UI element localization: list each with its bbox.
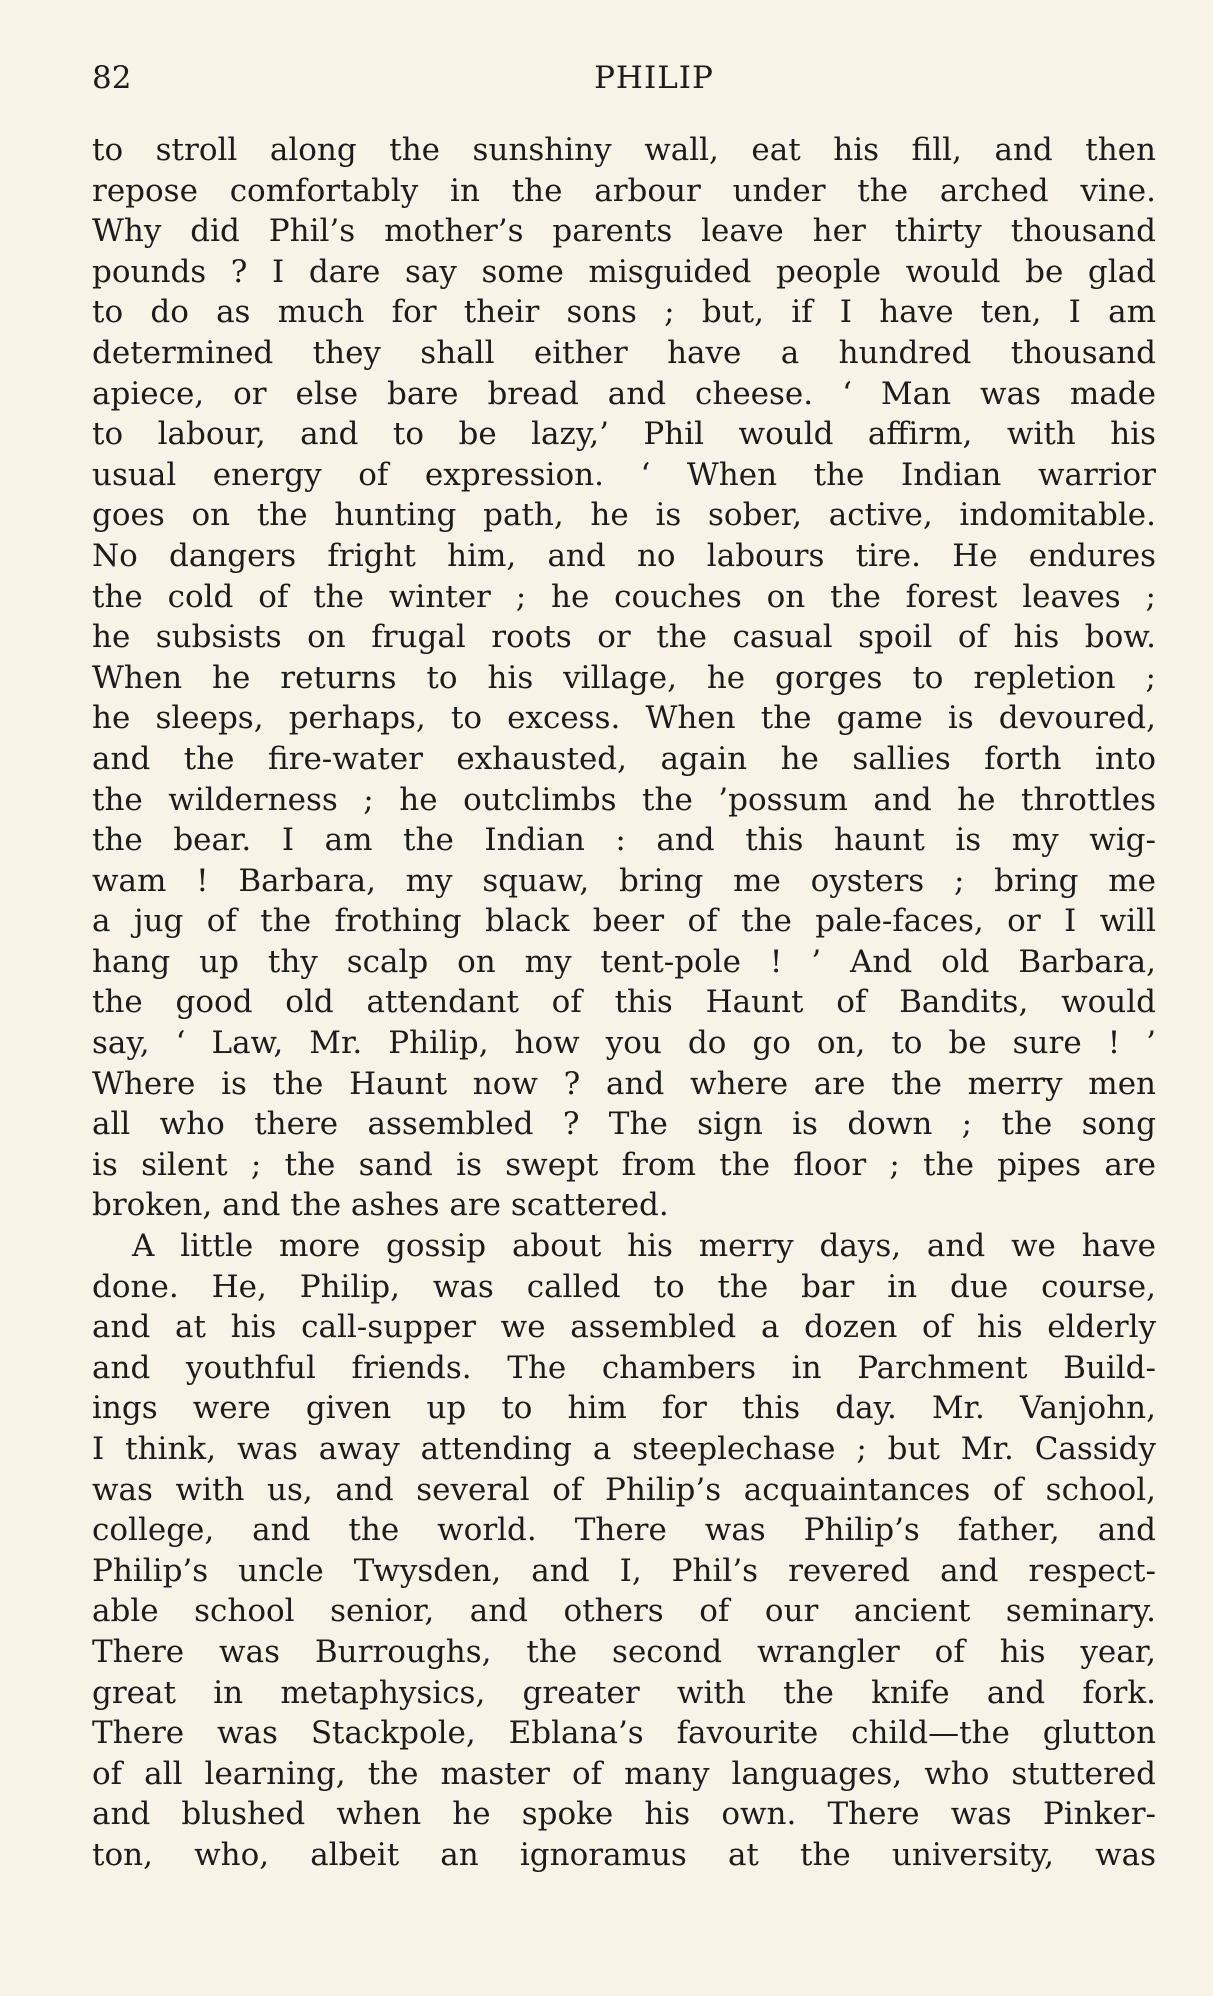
text-line: ton, who, albeit an ignoramus at the university, was	[92, 1836, 1156, 1873]
page-number: 82	[92, 60, 132, 96]
text-line: wam ! Barbara, my squaw, bring me oysters ; bring me	[92, 862, 1156, 899]
text-line: a jug of the frothing black beer of the pale-faces, or I will	[92, 903, 1156, 940]
page-header	[92, 56, 1156, 100]
text-line: college, and the world. There was Philip’s father, and	[92, 1512, 1156, 1549]
text-line: repose comfortably in the arbour under the arched vine.	[92, 172, 1156, 209]
text-line: When he returns to his village, he gorges to repletion ;	[92, 659, 1156, 696]
text-line: There was Burroughs, the second wrangler of his year,	[92, 1633, 1156, 1670]
text-line: the cold of the winter ; he couches on the forest leaves ;	[92, 578, 1156, 615]
text-line: Philip’s uncle Twysden, and I, Phil’s revered and respect-	[92, 1552, 1156, 1589]
text-line: he sleeps, perhaps, to excess. When the game is devoured,	[92, 700, 1156, 737]
text-line: There was Stackpole, Eblana’s favourite child—the glutton	[92, 1715, 1156, 1752]
text-line: I think, was away attending a steeplechase ; but Mr. Cassidy	[92, 1431, 1156, 1467]
text-line: No dangers fright him, and no labours tire. He endures	[92, 537, 1156, 574]
text-line: Where is the Haunt now ? and where are the merry men	[92, 1065, 1156, 1102]
text-line: and the fire-water exhausted, again he sallies forth into	[92, 740, 1156, 777]
text-line: able school senior, and others of our ancient seminary.	[92, 1593, 1156, 1630]
text-line: done. He, Philip, was called to the bar in due course,	[92, 1268, 1156, 1305]
book-page	[92, 56, 1156, 1876]
text-line: to labour, and to be lazy,’ Phil would affirm, with his	[92, 416, 1156, 453]
text-line: and at his call-supper we assembled a dozen of his elderly	[92, 1309, 1156, 1346]
text-line: of all learning, the master of many languages, who stuttered	[92, 1755, 1156, 1792]
text-line: and youthful friends. The chambers in Parchment Build-	[92, 1349, 1156, 1386]
text-line: he subsists on frugal roots or the casual spoil of his bow.	[92, 619, 1156, 656]
text-line: to do as much for their sons ; but, if I have ten, I am	[92, 294, 1156, 331]
running-head: PHILIP	[594, 60, 714, 96]
text-line: is silent ; the sand is swept from the floor ; the pipes are	[92, 1146, 1156, 1183]
text-line: goes on the hunting path, he is sober, active, indomitable.	[92, 497, 1156, 534]
text-line: and blushed when he spoke his own. There was Pinker-	[92, 1796, 1156, 1833]
text-line: great in metaphysics, greater with the knife and fork.	[92, 1674, 1156, 1711]
text-line: the bear. I am the Indian : and this haunt is my wig-	[92, 822, 1156, 859]
text-line: pounds ? I dare say some misguided people would be glad	[92, 253, 1156, 290]
text-line: broken, and the ashes are scattered.	[92, 1187, 669, 1224]
text-line: usual energy of expression. ‘ When the Indian warrior	[92, 456, 1156, 493]
text-line: determined they shall either have a hundred thousand	[92, 334, 1156, 371]
text-line: the wilderness ; he outclimbs the ’possum and he throttles	[92, 781, 1156, 818]
text-line: the good old attendant of this Haunt of Bandits, would	[92, 984, 1156, 1021]
text-line: was with us, and several of Philip’s acquaintances of school,	[92, 1471, 1156, 1508]
text-line: ings were given up to him for this day. Mr. Vanjohn,	[92, 1390, 1156, 1427]
body-text	[92, 130, 1156, 1876]
text-line: say, ‘ Law, Mr. Philip, how you do go on, to be sure ! ’	[92, 1025, 1156, 1062]
text-line: apiece, or else bare bread and cheese. ‘ Man was made	[92, 375, 1156, 412]
text-line: Why did Phil’s mother’s parents leave her thirty thousand	[92, 213, 1156, 250]
text-line: A little more gossip about his merry days, and we have	[132, 1228, 1156, 1265]
text-line: hang up thy scalp on my tent-pole ! ’ And old Barbara,	[92, 943, 1156, 980]
text-line: all who there assembled ? The sign is down ; the song	[92, 1106, 1156, 1143]
text-line: to stroll along the sunshiny wall, eat his fill, and then	[92, 132, 1156, 168]
